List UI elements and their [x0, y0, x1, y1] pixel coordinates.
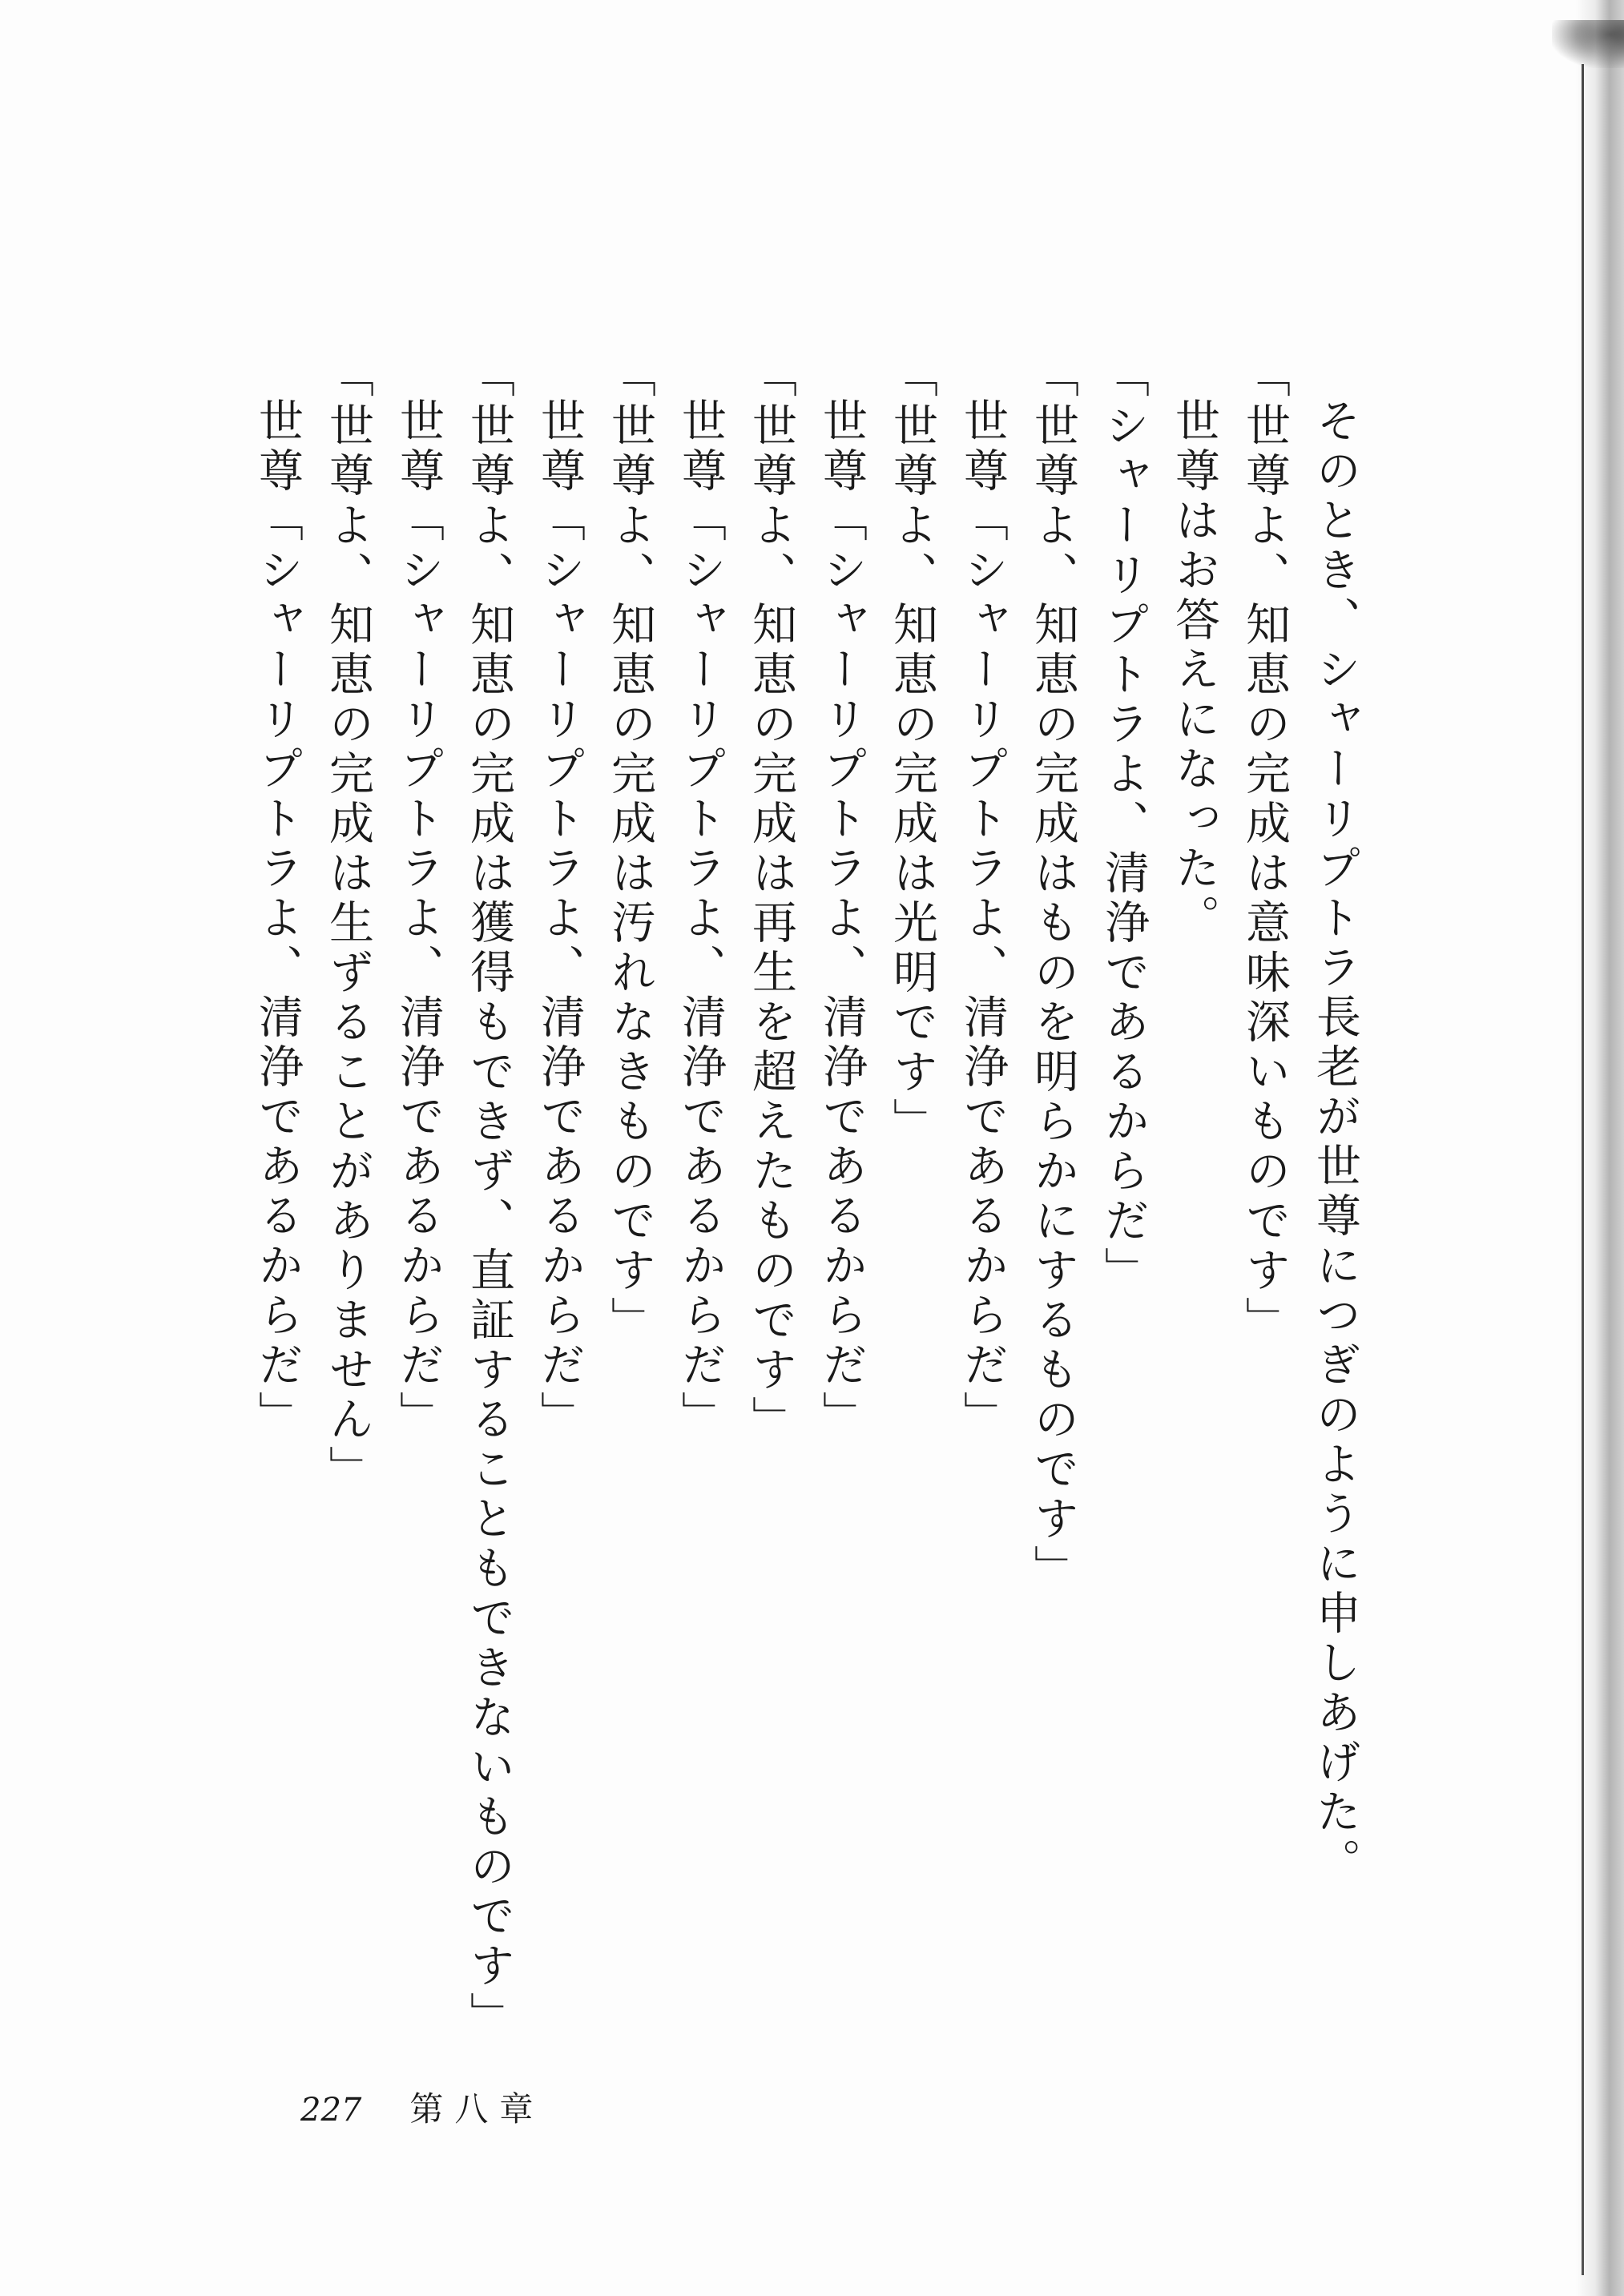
text-line: 世尊「シャーリプトラよ、清浄であるからだ」: [816, 397, 868, 1440]
text-line: 「世尊よ、知恵の完成は意味深いものです」: [1239, 352, 1291, 1346]
text-line: 「世尊よ、知恵の完成は再生を超えたものです」: [745, 352, 797, 1445]
chapter-title: 第八章: [409, 2089, 545, 2129]
text-line: 「世尊よ、知恵の完成は獲得もできず、直証することもできないものです」: [463, 352, 515, 2041]
text-line: 世尊「シャーリプトラよ、清浄であるからだ」: [393, 397, 445, 1440]
text-line: そのとき、シャーリプトラ長老が世尊につぎのように申しあげた。: [1309, 397, 1361, 1887]
text-line: 世尊「シャーリプトラよ、清浄であるからだ」: [957, 397, 1009, 1440]
text-line: 世尊はお答えになった。: [1168, 397, 1220, 944]
text-line: 「世尊よ、知恵の完成は光明です」: [886, 352, 938, 1147]
text-line: 世尊「シャーリプトラよ、清浄であるからだ」: [675, 397, 727, 1440]
text-line: 世尊「シャーリプトラよ、清浄であるからだ」: [252, 397, 304, 1440]
text-line: 「世尊よ、知恵の完成はものを明らかにするものです」: [1027, 352, 1079, 1594]
text-line: 世尊「シャーリプトラよ、清浄であるからだ」: [534, 397, 586, 1440]
text-line: 「世尊よ、知恵の完成は生ずることがありません」: [322, 352, 374, 1495]
page-number: 227: [300, 2092, 362, 2129]
text-line: 「シャーリプトラよ、清浄であるからだ」: [1098, 352, 1150, 1296]
gutter-edge-line: [1582, 64, 1584, 2275]
page-footer: [300, 2083, 544, 2131]
text-line: 「世尊よ、知恵の完成は汚れなきものです」: [604, 352, 656, 1346]
vertical-text-block: [248, 352, 1370, 2041]
